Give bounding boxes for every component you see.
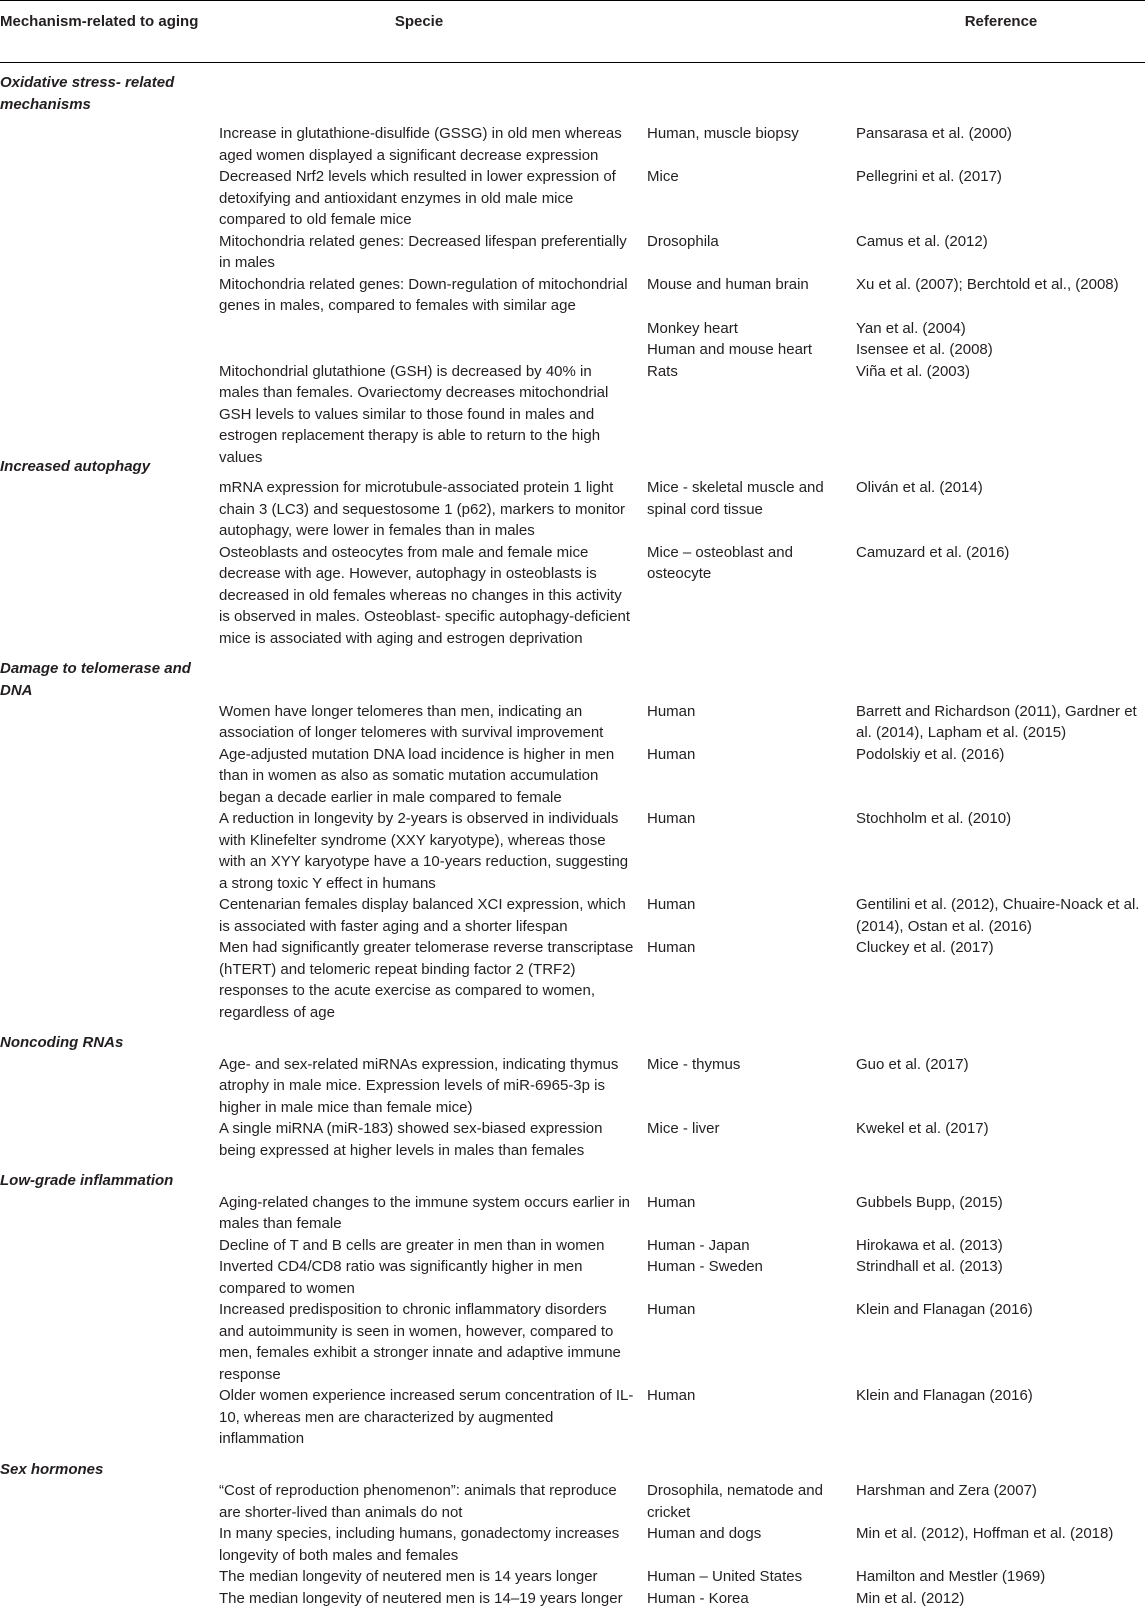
cell-description: A single miRNA (miR-183) showed sex-biased expression being expressed at higher levels in males than females <box>219 1120 603 1159</box>
table-body <box>0 63 1145 1609</box>
cell-reference: Barrett and Richardson (2011), Gardner et al. (2014), Lapham et al. (2015) <box>856 702 1137 742</box>
section-title: Sex hormones <box>0 1460 104 1478</box>
cell-reference: Camuzard et al. (2016) <box>856 543 1010 561</box>
cell-description: In many species, including humans, gonadectomy increases longevity of both males and females <box>219 1525 620 1564</box>
cell-specie: Human <box>647 810 696 828</box>
table-row <box>0 123 1145 166</box>
table-section <box>0 649 1145 1023</box>
cell-specie: Human <box>647 745 696 763</box>
section-title: Oxidative stress- related mechanisms <box>0 74 175 113</box>
cell-reference: Podolskiy et al. (2016) <box>856 745 1005 763</box>
cell-reference: Viña et al. (2003) <box>856 362 970 380</box>
cell-specie: Human and dogs <box>647 1525 762 1543</box>
cell-description: A reduction in longevity by 2-years is observed in individuals with Klinefelter syndrome (XXY karyotype), whereas those with an XYY karyotype have a 10-years reduction, suggesting a strong toxic Y effect in humans <box>219 810 629 892</box>
cell-description: Increase in glutathione-disulfide (GSSG) in old men whereas aged women displayed a significant decrease expression <box>219 125 622 164</box>
cell-specie: Human <box>647 939 696 957</box>
section-title: Noncoding RNAs <box>0 1034 124 1052</box>
cell-specie: Mice - liver <box>647 1120 720 1138</box>
cell-specie: Human and mouse heart <box>647 341 813 359</box>
table-row <box>0 1192 1145 1235</box>
table-row <box>0 937 1145 1023</box>
cell-reference: Camus et al. (2012) <box>856 232 988 250</box>
cell-specie: Mice - skeletal muscle and spinal cord tissue <box>647 479 824 518</box>
table-row <box>0 894 1145 937</box>
cell-specie: Mice <box>647 168 679 185</box>
cell-description: Decline of T and B cells are greater in men than in women <box>219 1236 605 1254</box>
header-reference: Reference <box>964 13 1038 30</box>
table-row <box>0 1299 1145 1385</box>
table-row <box>0 1256 1145 1299</box>
cell-description: Women have longer telomeres than men, indicating an association of longer telomeres with survival improvement <box>219 702 604 742</box>
header-specie: Specie <box>394 13 444 30</box>
cell-specie: Mice – osteoblast and osteocyte <box>647 543 793 583</box>
cell-description: Inverted CD4/CD8 ratio was significantly higher in men compared to women <box>219 1258 583 1297</box>
cell-specie: Human <box>647 896 696 914</box>
table-row <box>0 318 1145 340</box>
cell-description: Osteoblasts and osteocytes from male and female mice decrease with age. However, autophagy in osteoblasts is decreased in old females whereas no changes in this activity is observed in males. Osteoblast- specific autophagy-deficient mice is associated with aging and estrogen deprivation <box>219 543 631 647</box>
cell-reference: Harshman and Zera (2007) <box>856 1482 1037 1500</box>
cell-specie: Mice - thymus <box>647 1055 741 1073</box>
cell-reference: Strindhall et al. (2013) <box>856 1258 1003 1276</box>
table-row <box>0 166 1145 231</box>
cell-description: Mitochondria related genes: Down-regulation of mitochondrial genes in males, compared to females with similar age <box>219 275 628 314</box>
table-section <box>0 1161 1145 1450</box>
table-row <box>0 808 1145 894</box>
cell-description: Age-adjusted mutation DNA load incidence is higher in men than in women as also as somatic mutation accumulation began a decade earlier in male compared to female <box>219 745 615 806</box>
table-row <box>0 231 1145 274</box>
cell-reference: Gubbels Bupp, (2015) <box>856 1193 1003 1211</box>
cell-reference: Pansarasa et al. (2000) <box>856 125 1012 142</box>
cell-reference: Oliván et al. (2014) <box>856 479 983 497</box>
section-title: Low-grade inflammation <box>0 1172 174 1190</box>
cell-description: Men had significantly greater telomerase reverse transcriptase (hTERT) and telomeric repeat binding factor 2 (TRF2) responses to the acute exercise as compared to women, regardless of age <box>219 939 634 1021</box>
cell-reference: Guo et al. (2017) <box>856 1055 969 1073</box>
cell-reference: Pellegrini et al. (2017) <box>856 168 1002 185</box>
table-row <box>0 274 1145 318</box>
cell-reference: Cluckey et al. (2017) <box>856 939 994 957</box>
cell-specie: Human <box>647 1193 696 1211</box>
cell-reference: Min et al. (2012), Hoffman et al. (2018) <box>856 1525 1114 1543</box>
cell-reference: Hamilton and Mestler (1969) <box>856 1568 1046 1586</box>
cell-specie: Drosophila <box>647 232 719 250</box>
cell-description: “Cost of reproduction phenomenon”: animals that reproduce are shorter-lived than animals do not <box>219 1482 617 1521</box>
table-section <box>0 1450 1145 1609</box>
cell-description: Older women experience increased serum concentration of IL-10, whereas men are characterized by augmented inflammation <box>219 1387 634 1448</box>
cell-reference: Xu et al. (2007); Berchtold et al., (2008) <box>856 275 1119 293</box>
cell-specie: Human – United States <box>647 1568 803 1586</box>
cell-specie: Human - Japan <box>647 1236 750 1254</box>
cell-specie: Rats <box>647 362 678 380</box>
table-row <box>0 477 1145 542</box>
cell-specie: Human <box>647 702 696 720</box>
cell-description: mRNA expression for microtubule-associated protein 1 light chain 3 (LC3) and sequestosome 1 (p62), markers to monitor autophagy, were lower in females than in males <box>219 479 626 540</box>
table-row <box>0 744 1145 809</box>
cell-reference: Min et al. (2012) <box>856 1589 965 1607</box>
cell-specie: Human <box>647 1387 696 1405</box>
table-header <box>0 1 1145 63</box>
table-row <box>0 1588 1145 1609</box>
cell-specie: Drosophila, nematode and cricket <box>647 1482 823 1521</box>
cell-specie: Human - Korea <box>647 1589 749 1607</box>
table-row <box>0 1566 1145 1588</box>
cell-specie: Monkey heart <box>647 319 738 337</box>
section-title: Increased autophagy <box>0 457 151 475</box>
cell-description: Age- and sex-related miRNAs expression, indicating thymus atrophy in male mice. Expression levels of miR-6965-3p is higher in male mice than female mice) <box>219 1055 619 1116</box>
cell-reference: Kwekel et al. (2017) <box>856 1120 989 1138</box>
table-row <box>0 1480 1145 1523</box>
table-section <box>0 447 1145 650</box>
cell-specie: Human, muscle biopsy <box>647 125 799 142</box>
table-row <box>0 1118 1145 1161</box>
cell-description: Centenarian females display balanced XCI expression, which is associated with faster aging and a shorter lifespan <box>219 896 626 935</box>
table-row <box>0 1385 1145 1450</box>
table-section <box>0 1023 1145 1161</box>
cell-reference: Klein and Flanagan (2016) <box>856 1387 1033 1405</box>
cell-description: Mitochondrial glutathione (GSH) is decreased by 40% in males than females. Ovariectomy decreases mitochondrial GSH levels to values similar to those found in males and estrogen replacement therapy is able to return to the high values <box>219 362 609 466</box>
header-mechanism: Mechanism-related to aging <box>0 13 199 30</box>
table-row <box>0 1235 1145 1257</box>
cell-description: The median longevity of neutered men is 14 years longer <box>219 1568 598 1586</box>
table-row <box>0 701 1145 744</box>
cell-reference: Klein and Flanagan (2016) <box>856 1301 1033 1319</box>
cell-reference: Yan et al. (2004) <box>856 319 966 337</box>
table-row <box>0 1054 1145 1119</box>
cell-specie: Mouse and human brain <box>647 275 809 293</box>
cell-description: Aging-related changes to the immune system occurs earlier in males than female <box>219 1193 631 1233</box>
cell-reference: Gentilini et al. (2012), Chuaire-Noack et al. (2014), Ostan et al. (2016) <box>856 896 1140 935</box>
cell-description: Increased predisposition to chronic inflammatory disorders and autoimmunity is seen in women, however, compared to men, females exhibit a stronger innate and adaptive immune response <box>219 1301 621 1383</box>
cell-description: Decreased Nrf2 levels which resulted in lower expression of detoxifying and antioxidant enzymes in old male mice compared to old female mice <box>219 168 616 228</box>
cell-description: The median longevity of neutered men is 14–19 years longer <box>219 1589 623 1607</box>
section-title: Damage to telomerase and DNA <box>0 660 191 699</box>
cell-specie: Human <box>647 1301 696 1319</box>
cell-reference: Hirokawa et al. (2013) <box>856 1236 1003 1254</box>
cell-reference: Stochholm et al. (2010) <box>856 810 1012 828</box>
cell-description: Mitochondria related genes: Decreased lifespan preferentially in males <box>219 232 627 271</box>
table-row <box>0 542 1145 650</box>
table-row <box>0 339 1145 361</box>
table-row <box>0 1523 1145 1566</box>
cell-specie: Human - Sweden <box>647 1258 763 1276</box>
cell-reference: Isensee et al. (2008) <box>856 341 993 359</box>
